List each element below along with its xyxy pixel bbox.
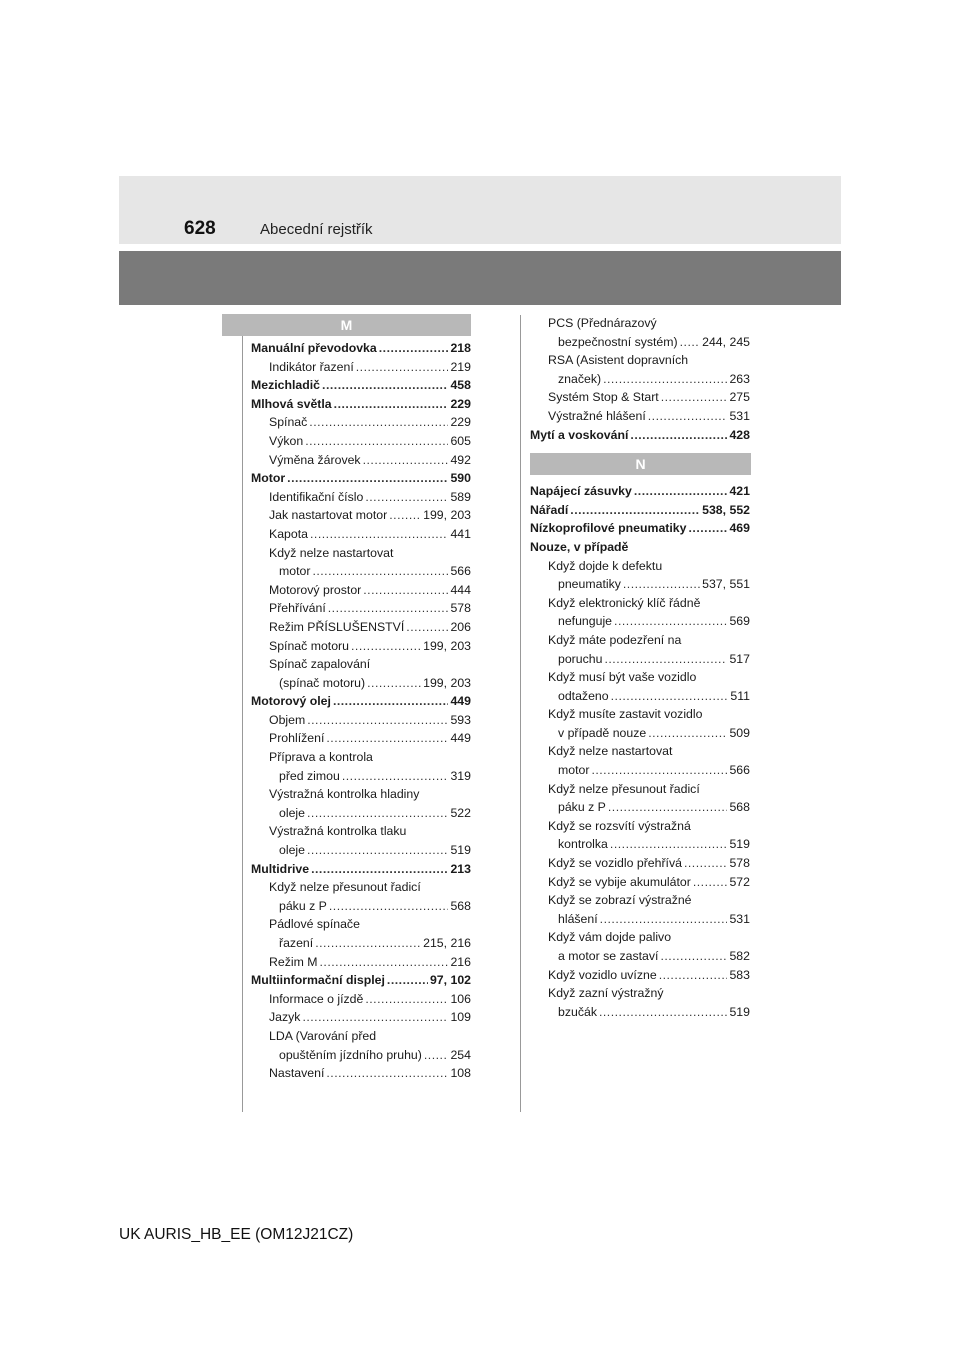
entry-text: hlášení	[558, 911, 598, 926]
index-entry	[530, 314, 750, 333]
entry-text: Manuální převodovka	[251, 341, 377, 355]
entry-text: Multiinformační displej	[251, 973, 385, 988]
entry-text: RSA (Asistent dopravních	[548, 353, 689, 368]
index-column-right	[530, 314, 750, 1021]
index-entry	[530, 388, 750, 407]
index-entry	[251, 692, 471, 711]
dot-leader	[342, 767, 449, 786]
index-entry	[251, 971, 471, 990]
index-entry	[251, 878, 471, 897]
entry-text: Mytí a voskování	[530, 427, 629, 442]
entry-page-ref: 590	[450, 471, 471, 486]
dot-leader	[603, 370, 727, 389]
entry-text: Když musíte zastavit vozidlo	[548, 707, 703, 722]
dot-leader	[312, 562, 448, 581]
entry-text: Kapota	[269, 526, 308, 541]
entry-text: (spínač motoru)	[279, 675, 366, 690]
entry-page-ref: 441	[450, 526, 471, 541]
entry-page-ref: 511	[730, 688, 750, 703]
dot-leader	[610, 835, 728, 854]
entry-text: Pádlové spínače	[269, 917, 360, 932]
entry-text: Identifikační číslo	[269, 489, 364, 504]
dot-leader	[648, 724, 727, 743]
entry-text: Když dojde k defektu	[548, 558, 663, 573]
dot-leader	[379, 339, 449, 358]
index-entry	[530, 650, 750, 669]
entry-text: Výměna žárovek	[269, 452, 361, 467]
dot-leader	[356, 358, 449, 377]
page-number: 628	[184, 218, 216, 239]
index-entry	[530, 668, 750, 687]
dot-leader	[389, 506, 421, 525]
entry-text: Výkon	[269, 433, 304, 448]
index-entry	[530, 557, 750, 576]
entry-text: značek)	[558, 371, 602, 386]
entry-text: Režim PŘÍSLUŠENSTVÍ	[269, 619, 405, 634]
index-entry	[530, 519, 750, 538]
index-entry	[251, 767, 471, 786]
index-entry	[251, 581, 471, 600]
entry-page-ref: 582	[729, 949, 750, 963]
entry-text: Nářadí	[530, 502, 569, 517]
index-entry	[530, 407, 750, 426]
entry-page-ref: 566	[450, 564, 471, 579]
dot-leader	[307, 711, 448, 730]
dot-leader	[387, 971, 428, 990]
index-entry	[251, 599, 471, 618]
dot-leader	[309, 413, 448, 432]
index-entry	[530, 873, 750, 892]
index-entry	[530, 351, 750, 370]
dot-leader	[326, 729, 448, 748]
entry-text: Motorový prostor	[269, 582, 362, 597]
dot-leader	[570, 501, 700, 520]
index-entry	[530, 780, 750, 799]
index-entry	[251, 525, 471, 544]
entry-page-ref: 537, 551	[702, 577, 750, 592]
dot-leader	[307, 804, 448, 823]
entry-page-ref: 263	[729, 371, 750, 386]
index-entry	[251, 618, 471, 637]
entry-page-ref: 109	[450, 1010, 471, 1025]
entry-page-ref: 444	[450, 582, 471, 597]
entry-page-ref: 449	[450, 694, 471, 709]
page-title: Abecední rejstřík	[260, 221, 373, 238]
dot-leader	[693, 873, 728, 892]
index-entry	[251, 358, 471, 377]
entry-text: Když nelze nastartovat	[269, 545, 394, 560]
dot-leader	[599, 1003, 728, 1022]
entry-page-ref: 319	[450, 768, 471, 783]
dot-leader	[600, 910, 728, 929]
entry-text: Když se vybije akumulátor	[548, 874, 691, 889]
index-entry	[251, 1008, 471, 1027]
index-entry	[251, 804, 471, 823]
entry-page-ref: 509	[729, 725, 750, 740]
entry-text: řazení	[279, 936, 314, 950]
index-entry	[530, 984, 750, 1003]
entry-page-ref: 605	[450, 433, 471, 448]
entry-text: nefunguje	[558, 614, 613, 629]
dot-leader	[333, 692, 449, 711]
entry-text: Indikátor řazení	[269, 359, 354, 374]
entry-page-ref: 275	[729, 390, 750, 405]
entry-page-ref: 449	[450, 731, 471, 746]
entry-text: PCS (Přednárazový	[548, 316, 657, 330]
dot-leader	[365, 990, 448, 1009]
entry-page-ref: 106	[450, 991, 471, 1006]
index-entry	[251, 1027, 471, 1046]
index-entry	[251, 376, 471, 395]
entry-text: Výstražná kontrolka hladiny	[269, 787, 420, 802]
dot-leader	[659, 966, 728, 985]
entry-text: Multidrive	[251, 861, 310, 876]
index-entry	[251, 822, 471, 841]
entry-page-ref: 531	[729, 408, 750, 423]
index-entry	[251, 990, 471, 1009]
entry-page-ref: 421	[729, 484, 750, 499]
dot-leader	[363, 451, 449, 470]
index-entries-n	[530, 482, 750, 1021]
index-entry	[530, 612, 750, 631]
entry-text: Když zazní výstražný	[548, 986, 664, 1001]
section-band	[119, 251, 841, 305]
dot-leader	[611, 687, 729, 706]
column-divider-right	[520, 315, 521, 1112]
index-entry	[530, 835, 750, 854]
index-entry	[530, 817, 750, 836]
dot-leader	[634, 482, 728, 501]
index-entry	[530, 798, 750, 817]
entry-page-ref: 566	[729, 763, 750, 778]
index-entry	[251, 413, 471, 432]
dot-leader	[648, 407, 728, 426]
index-entry	[251, 841, 471, 860]
entry-page-ref: 519	[729, 837, 750, 852]
entry-text: oleje	[279, 805, 305, 820]
entry-text: před zimou	[279, 768, 340, 783]
entry-page-ref: 568	[729, 800, 750, 815]
entry-text: kontrolka	[558, 837, 608, 852]
entry-page-ref: 244, 245	[702, 334, 750, 349]
entry-text: bzučák	[558, 1004, 597, 1019]
entry-page-ref: 572	[729, 874, 750, 889]
entry-page-ref: 218	[450, 341, 471, 355]
index-entry	[530, 947, 750, 966]
dot-leader	[315, 934, 421, 953]
entry-page-ref: 578	[729, 856, 750, 871]
index-entry	[530, 575, 750, 594]
entry-text: Systém Stop & Start	[548, 390, 659, 405]
entry-page-ref: 254	[450, 1047, 471, 1062]
dot-leader	[684, 854, 728, 873]
entry-text: Když se vozidlo přehřívá	[548, 856, 682, 871]
index-entry	[251, 1046, 471, 1065]
entry-text: Když elektronický klíč řádně	[548, 595, 701, 610]
dot-leader	[334, 395, 449, 414]
letter-heading-m: M	[222, 314, 471, 336]
entry-text: Objem	[269, 712, 306, 727]
entry-text: Když máte podezření na	[548, 632, 682, 647]
dot-leader	[329, 897, 449, 916]
index-entry	[251, 860, 471, 879]
index-entry	[530, 370, 750, 389]
index-entry	[251, 506, 471, 525]
dot-leader	[608, 798, 728, 817]
entry-text: Jak nastartovat motor	[269, 508, 388, 523]
index-entry	[251, 395, 471, 414]
index-entry	[251, 469, 471, 488]
index-entry	[251, 339, 471, 358]
dot-leader	[328, 599, 449, 618]
dot-leader	[660, 947, 727, 966]
entry-text: Když nelze nastartovat	[548, 744, 673, 759]
dot-leader	[302, 1008, 448, 1027]
index-entries-m-continued	[530, 314, 750, 444]
index-entry	[530, 538, 750, 557]
entry-text: páku z P	[558, 800, 606, 815]
dot-leader	[630, 426, 727, 445]
index-entry	[530, 631, 750, 650]
entry-text: Jazyk	[269, 1010, 301, 1025]
index-entry	[251, 953, 471, 972]
entry-page-ref: 593	[450, 712, 471, 727]
index-entry	[530, 742, 750, 761]
index-entry	[530, 761, 750, 780]
entry-text: bezpečnostní systém)	[558, 334, 678, 349]
column-divider-left	[242, 315, 243, 1112]
dot-leader	[604, 650, 727, 669]
dot-leader	[310, 525, 448, 544]
entry-page-ref: 108	[450, 1066, 471, 1081]
dot-leader	[311, 860, 448, 879]
index-entry	[530, 910, 750, 929]
entry-page-ref: 568	[450, 898, 471, 913]
index-entry	[251, 729, 471, 748]
entry-text: oleje	[279, 843, 305, 858]
entry-page-ref: 97, 102	[429, 973, 471, 988]
entry-page-ref: 199, 203	[423, 508, 471, 523]
letter-heading-n: N	[530, 453, 751, 475]
entry-page-ref: 519	[729, 1004, 750, 1019]
index-entries-m	[251, 339, 471, 1083]
entry-text: Když vám dojde palivo	[548, 930, 672, 945]
entry-text: Spínač zapalování	[269, 657, 371, 672]
entry-text: Režim M	[269, 954, 318, 969]
entry-text: Výstražné hlášení	[548, 408, 646, 423]
index-entry	[530, 891, 750, 910]
entry-page-ref: 517	[729, 651, 750, 666]
index-entry	[530, 1003, 750, 1022]
index-entry	[251, 785, 471, 804]
entry-page-ref: 531	[729, 911, 750, 926]
dot-leader	[591, 761, 727, 780]
entry-text: a motor se zastaví	[558, 949, 659, 963]
dot-leader	[365, 488, 448, 507]
entry-text: Mlhová světla	[251, 396, 332, 411]
dot-leader	[287, 469, 448, 488]
entry-page-ref: 519	[450, 843, 471, 858]
dot-leader	[623, 575, 700, 594]
entry-text: pneumatiky	[558, 577, 621, 592]
entry-text: motor	[279, 564, 311, 579]
dot-leader	[367, 674, 421, 693]
entry-page-ref: 428	[729, 427, 750, 442]
index-entry	[530, 594, 750, 613]
entry-page-ref: 215, 216	[423, 936, 471, 950]
entry-text: Spínač motoru	[269, 638, 349, 653]
dot-leader	[351, 637, 421, 656]
index-entry	[530, 724, 750, 743]
entry-text: Mezichladič	[251, 378, 321, 393]
index-entry	[530, 501, 750, 520]
index-entry	[251, 544, 471, 563]
entry-page-ref: 492	[450, 452, 471, 467]
dot-leader	[320, 953, 449, 972]
entry-page-ref: 569	[729, 614, 750, 629]
entry-text: Když se rozsvítí výstražná	[548, 818, 691, 833]
index-entry	[251, 637, 471, 656]
entry-text: LDA (Varování před	[269, 1028, 377, 1043]
entry-page-ref: 206	[450, 619, 471, 634]
entry-page-ref: 578	[450, 601, 471, 616]
entry-text: v případě nouze	[558, 725, 647, 740]
entry-page-ref: 458	[450, 378, 471, 393]
entry-page-ref: 213	[450, 861, 471, 876]
entry-page-ref: 469	[729, 521, 750, 536]
entry-text: Motorový olej	[251, 694, 331, 709]
entry-page-ref: 199, 203	[423, 638, 471, 653]
entry-page-ref: 229	[450, 415, 471, 430]
dot-leader	[688, 519, 727, 538]
entry-text: opuštěním jízdního pruhu)	[279, 1047, 422, 1062]
entry-page-ref: 229	[450, 396, 471, 411]
index-entry	[530, 928, 750, 947]
entry-text: motor	[558, 763, 590, 778]
entry-text: páku z P	[279, 898, 327, 913]
entry-page-ref: 583	[729, 967, 750, 982]
index-entry	[251, 655, 471, 674]
index-entry	[251, 488, 471, 507]
entry-text: Když nelze přesunout řadicí	[269, 880, 421, 895]
index-entry	[251, 562, 471, 581]
dot-leader	[305, 432, 448, 451]
entry-text: Nízkoprofilové pneumatiky	[530, 521, 687, 536]
index-entry	[251, 748, 471, 767]
entry-text: odtaženo	[558, 688, 609, 703]
index-entry	[251, 432, 471, 451]
entry-text: Když musí být vaše vozidlo	[548, 670, 697, 685]
index-entry	[530, 966, 750, 985]
dot-leader	[424, 1046, 449, 1065]
index-entry	[530, 426, 750, 445]
index-entry	[530, 854, 750, 873]
entry-text: Prohlížení	[269, 731, 325, 746]
index-entry	[251, 451, 471, 470]
index-entry	[251, 711, 471, 730]
entry-text: Když se zobrazí výstražné	[548, 893, 692, 908]
entry-text: Motor	[251, 471, 286, 486]
entry-text: Když nelze přesunout řadicí	[548, 781, 700, 796]
entry-text: poruchu	[558, 651, 603, 666]
dot-leader	[322, 376, 448, 395]
entry-page-ref: 216	[450, 954, 471, 969]
index-entry	[530, 705, 750, 724]
entry-text: Nastavení	[269, 1066, 325, 1081]
index-entry	[251, 674, 471, 693]
dot-leader	[614, 612, 727, 631]
index-entry	[251, 1064, 471, 1083]
index-entry	[530, 333, 750, 352]
entry-text: Výstražná kontrolka tlaku	[269, 824, 407, 839]
entry-text: Nouze, v případě	[530, 539, 629, 554]
entry-page-ref: 538, 552	[702, 502, 750, 517]
header-band	[119, 176, 841, 244]
index-column-left	[251, 314, 471, 1083]
dot-leader	[326, 1064, 448, 1083]
entry-text: Přehřívání	[269, 601, 326, 616]
entry-text: Napájecí zásuvky	[530, 484, 632, 499]
index-entry	[251, 897, 471, 916]
dot-leader	[661, 388, 728, 407]
dot-leader	[363, 581, 448, 600]
index-entry	[251, 915, 471, 934]
dot-leader	[307, 841, 448, 860]
entry-text: Příprava a kontrola	[269, 750, 373, 765]
index-entry	[251, 934, 471, 953]
entry-text: Spínač	[269, 415, 308, 430]
entry-page-ref: 199, 203	[423, 675, 471, 690]
footer-model-code: UK AURIS_HB_EE (OM12J21CZ)	[119, 1226, 354, 1243]
dot-leader	[406, 618, 448, 637]
index-entry	[530, 482, 750, 501]
dot-leader	[680, 333, 701, 352]
entry-page-ref: 589	[450, 489, 471, 504]
entry-page-ref: 219	[450, 359, 471, 374]
entry-page-ref: 522	[450, 805, 471, 820]
entry-text: Když vozidlo uvízne	[548, 967, 657, 982]
entry-text: Informace o jízdě	[269, 991, 364, 1006]
index-entry	[530, 687, 750, 706]
